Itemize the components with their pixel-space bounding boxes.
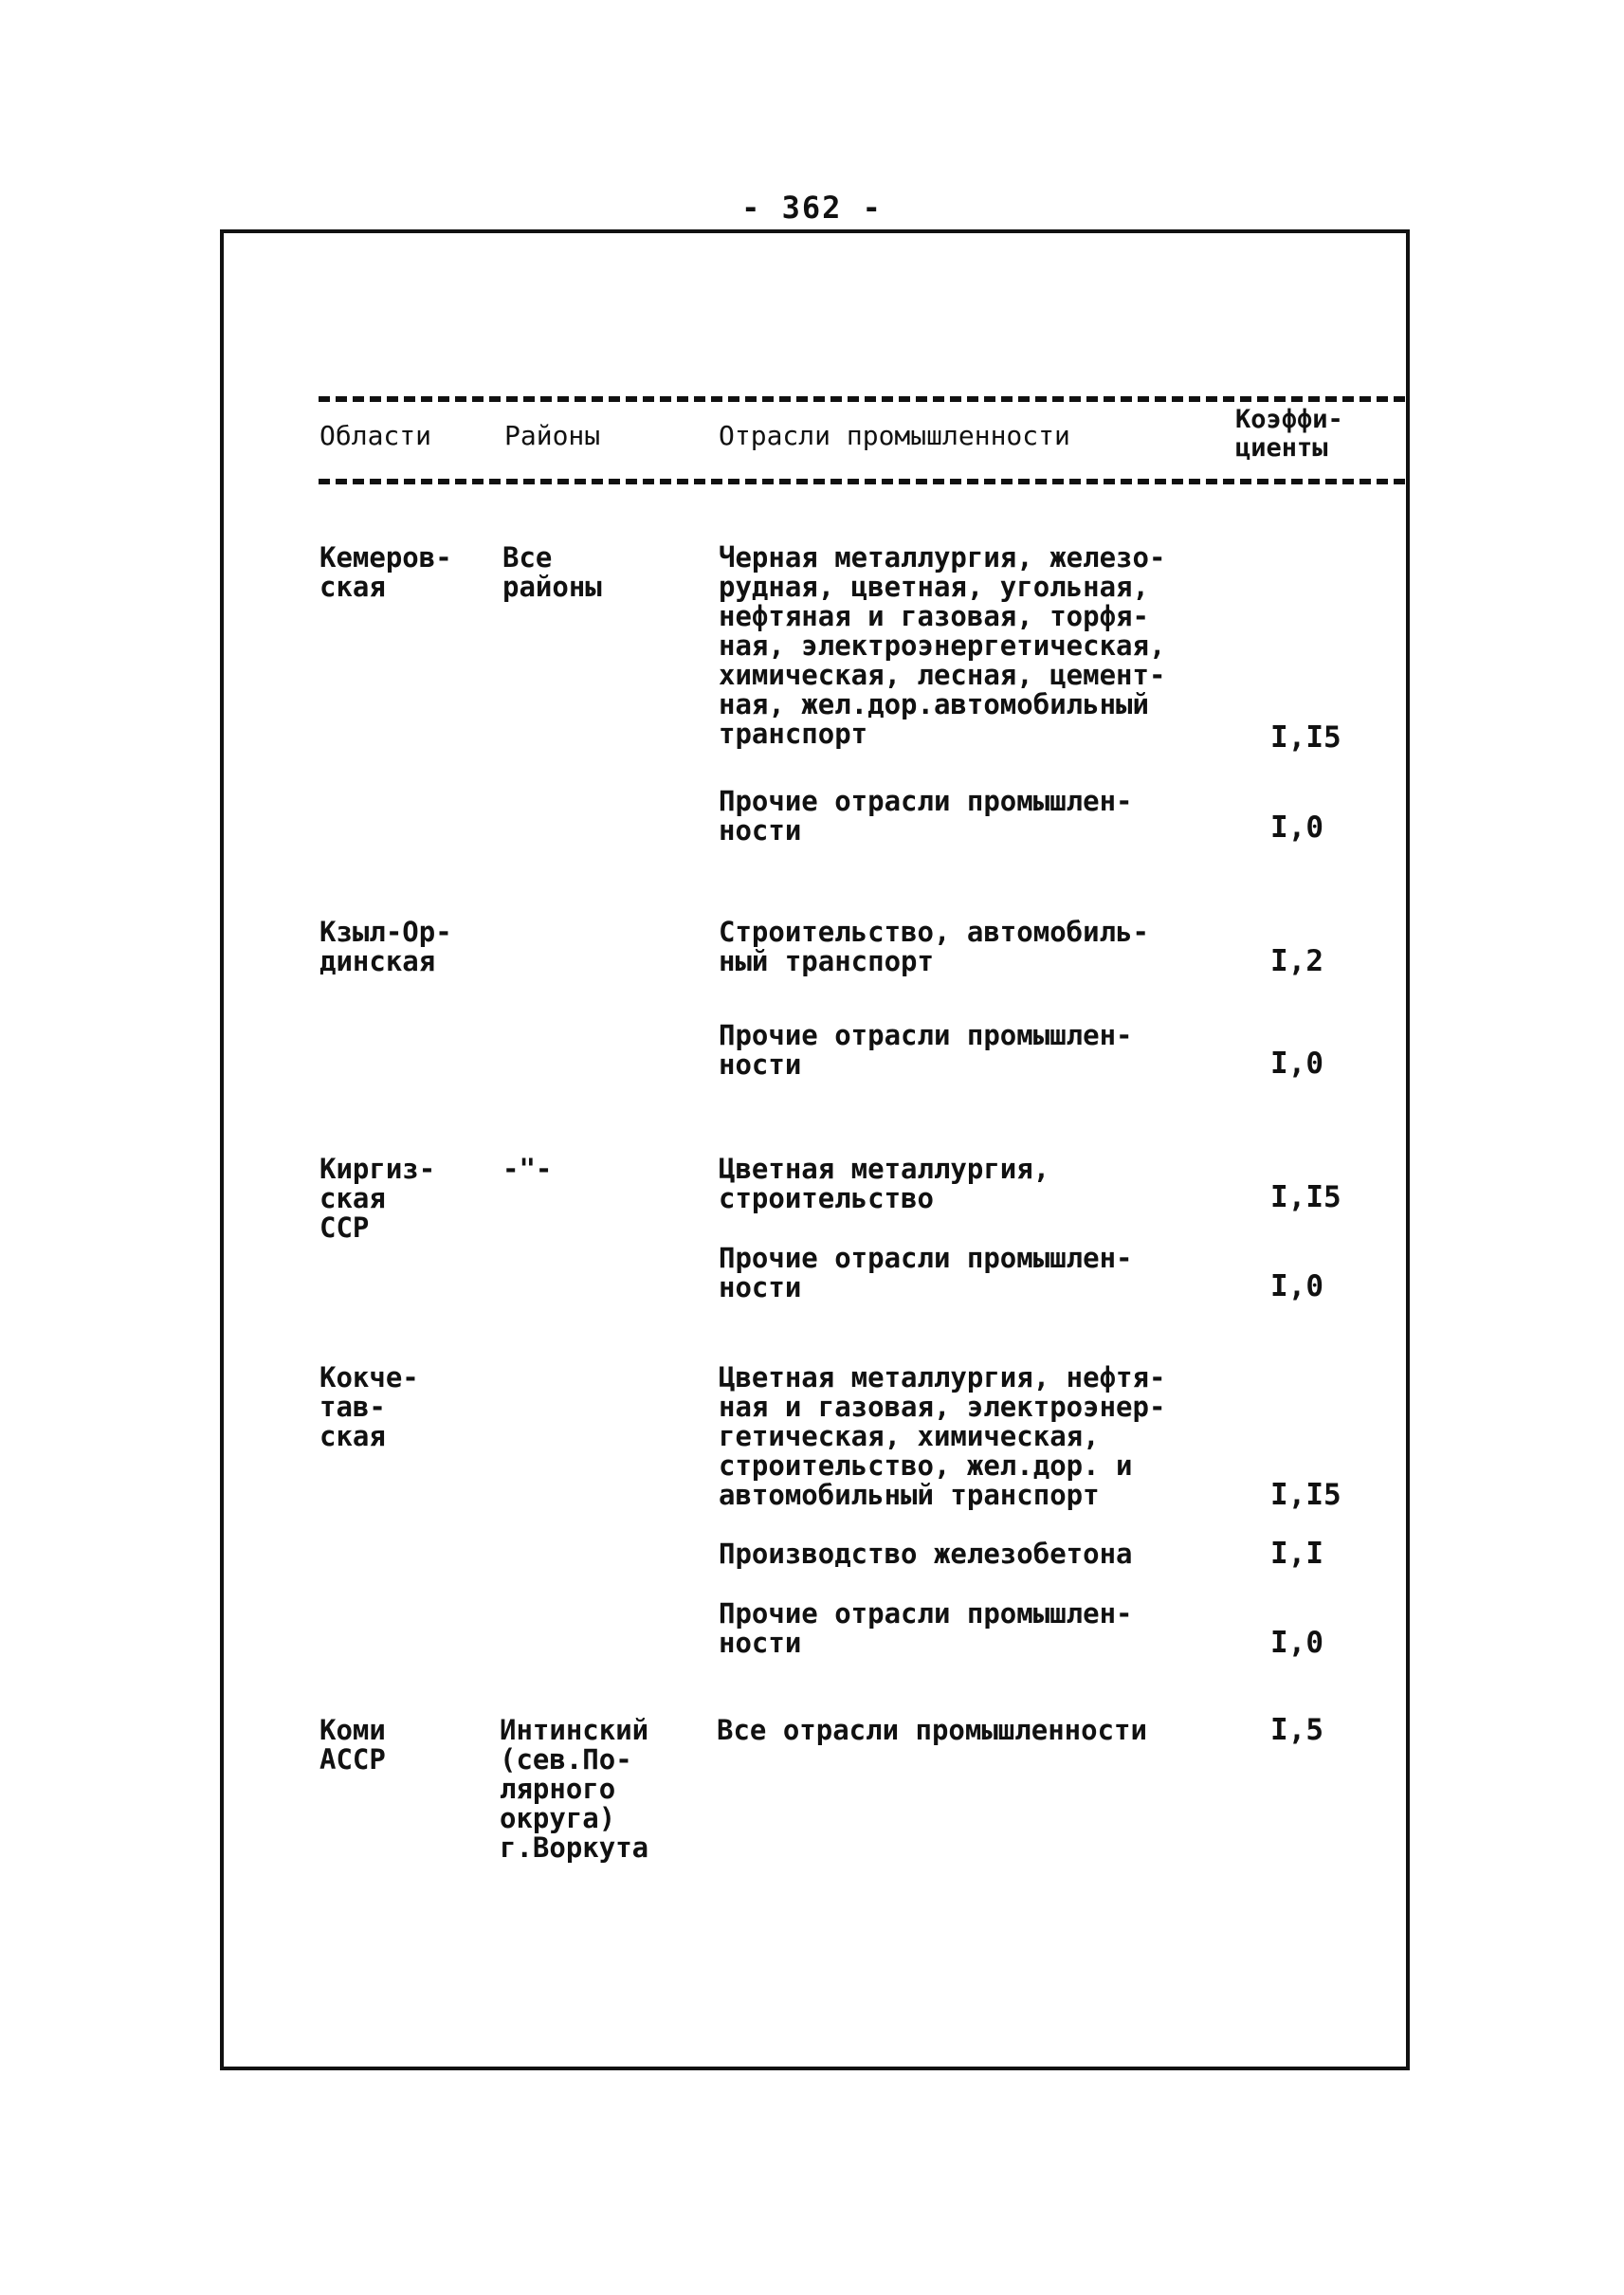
header-regions: Области — [319, 420, 432, 451]
coefficient-cell: I,5 — [1270, 1713, 1323, 1747]
region-cell: Кзыл-Ор- динская — [319, 916, 452, 977]
industry-cell: Цветная металлургия, нефтя- ная и газовая, электроэнер- гетическая, химическая, строительство, жел.дор. и автомобильный транспорт — [719, 1361, 1166, 1511]
coefficient-cell: I,0 — [1270, 1626, 1323, 1660]
industry-cell: Прочие отрасли промышлен- ности — [719, 1597, 1133, 1659]
district-cell: Все районы — [502, 541, 602, 603]
region-cell: Кокче- тав- ская — [319, 1361, 419, 1452]
region-cell: Коми АССР — [319, 1714, 386, 1776]
industry-cell: Строительство, автомобиль- ный транспорт — [719, 916, 1149, 977]
header-industries: Отрасли промышленности — [719, 420, 1070, 451]
header-coefficients: Коэффи- циенты — [1235, 405, 1343, 463]
header-bottom-rule — [319, 479, 1405, 484]
region-cell: Киргиз- ская ССР — [319, 1153, 436, 1244]
page-frame — [220, 229, 1410, 2070]
coefficient-cell: I,0 — [1270, 1047, 1323, 1081]
industry-cell: Прочие отрасли промышлен- ности — [719, 785, 1133, 847]
coefficient-cell: I,0 — [1270, 1269, 1323, 1303]
region-cell: Кемеров- ская — [319, 541, 452, 603]
coefficient-cell: I,I — [1270, 1537, 1323, 1571]
page-number: - 362 - — [741, 190, 883, 226]
header-districts: Районы — [504, 420, 601, 451]
industry-cell: Черная металлургия, железо- рудная, цветная, угольная, нефтяная и газовая, торфя- ная, электроэнергетическая, химическая, лесная, цемент- ная, жел.дор.автомобильный транспорт — [719, 541, 1166, 750]
district-cell: Интинский (сев.По- лярного округа) г.Воркута — [500, 1714, 649, 1864]
industry-cell: Прочие отрасли промышлен- ности — [719, 1019, 1133, 1081]
coefficient-cell: I,2 — [1270, 944, 1323, 978]
coefficient-cell: I,I5 — [1270, 720, 1341, 755]
industry-cell: Цветная металлургия, строительство — [719, 1153, 1050, 1214]
industry-cell: Все отрасли промышленности — [717, 1714, 1147, 1746]
industry-cell: Производство железобетона — [719, 1538, 1133, 1570]
coefficient-cell: I,0 — [1270, 811, 1323, 845]
coefficient-cell: I,I5 — [1270, 1478, 1341, 1512]
header-top-rule — [319, 396, 1405, 402]
district-cell: -"- — [502, 1153, 553, 1185]
coefficient-cell: I,I5 — [1270, 1180, 1341, 1214]
industry-cell: Прочие отрасли промышлен- ности — [719, 1242, 1133, 1303]
